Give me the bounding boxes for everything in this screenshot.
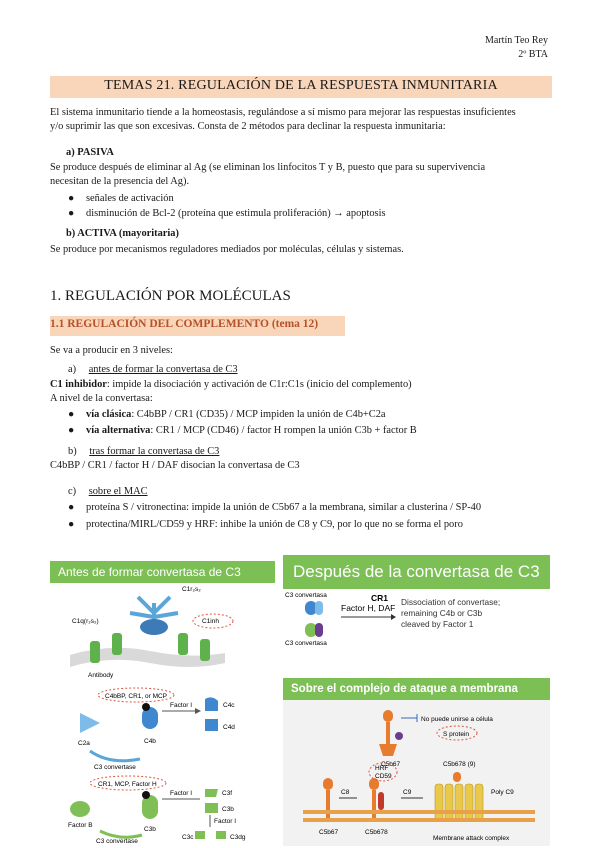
list-item-bold: vía clásica [86, 409, 132, 420]
c3-convertase-shape [90, 751, 140, 761]
label-c4b: C4b [144, 738, 156, 745]
bullet-icon: ● [68, 409, 75, 420]
list-item-text: señales de activación [86, 193, 174, 204]
s-protein-icon [395, 732, 403, 740]
section-heading: 1. REGULACIÓN POR MOLÉCULAS [50, 288, 291, 304]
mac-diagram [283, 700, 550, 846]
label-factor-i-2: Factor I [170, 790, 193, 797]
c3b-fragment-icon [205, 803, 218, 813]
label-c9: C9 [403, 789, 412, 796]
label-c4d: C4d [223, 724, 235, 731]
label-c3f: C3f [222, 790, 233, 797]
label-c1r2s2: C1r₂s₂ [182, 586, 201, 593]
levels-intro: Se va a producir en 3 niveles: [50, 345, 173, 356]
pasiva-line: necesitan de la presencia del Ag). [50, 176, 190, 187]
mac-head-icon [453, 772, 461, 782]
convertase-dissociation-diagram [283, 589, 550, 649]
list-item-text [86, 424, 417, 438]
label-c5b678-9: C5b678 (9) [443, 761, 476, 768]
label-c3-convertase-2: C3 convertase [96, 838, 138, 845]
level-title: antes de formar la convertasa de C3 [88, 364, 238, 375]
list-item-text: protectina/MIRL/CD59 y HRF: inhibe la unión de C8 y C9, por lo que no se forma el poro [86, 519, 463, 530]
label-factor-h-daf: Factor H, DAF [341, 603, 396, 613]
list-item [68, 408, 548, 422]
desc-line: Dissociation of convertase; [401, 597, 501, 607]
label-c4c: C4c [223, 702, 235, 709]
level-title: sobre el MAC [88, 486, 148, 497]
level-title: tras formar la convertasa de C3 [89, 446, 220, 457]
bullet-icon: ● [68, 425, 75, 436]
label-antibody: Antibody [88, 672, 114, 679]
list-item-text: proteína S / vitronectina: impide la unión de C5b67 a la membrana, similar a clusterina / SP-40 [86, 502, 482, 513]
label-c3dg: C3dg [230, 834, 246, 841]
label-c2a: C2a [78, 740, 90, 747]
list-item-bold: vía alternativa [86, 425, 151, 436]
complement-diagram-before [50, 583, 275, 845]
level-label: b) [68, 446, 77, 457]
intro-paragraph [50, 106, 555, 134]
pasiva-line: Se produce después de eliminar al Ag (se eliminan los linfocitos T y B, puesto que para su supervivencia [50, 162, 486, 173]
label-factor-i-3: Factor I [214, 818, 237, 825]
convertasa-intro: A nivel de la convertasa: [50, 393, 153, 404]
label-c5b67: C5b67 [381, 761, 401, 768]
c5b67-icon [323, 778, 333, 790]
c4d-icon [205, 719, 218, 731]
figure-mac [283, 678, 550, 846]
bullet-icon: ● [68, 208, 75, 219]
list-item [68, 424, 548, 438]
subsection-heading: 1.1 REGULACIÓN DEL COMPLEMENTO (tema 12) [50, 318, 319, 330]
label-s-protein: S protein [443, 731, 470, 738]
label-c3-convertase: C3 convertase [94, 764, 136, 771]
factor-b-icon [70, 801, 90, 817]
c4c-icon [205, 697, 218, 711]
c1-inhibitor-line [50, 378, 555, 392]
pasiva-text [50, 161, 555, 189]
level-a-heading [68, 363, 368, 377]
inhibitor-dot-icon [142, 791, 150, 799]
figure-before-convertase [50, 561, 275, 845]
list-item [68, 501, 548, 515]
c5b67-head-icon [383, 710, 393, 722]
c8-icon [378, 792, 384, 810]
bullet-icon: ● [68, 502, 75, 513]
c2a-icon [80, 713, 100, 733]
c1-inhibitor-desc: : impide la disociación y activación de C1r:C1s (inicio del complemento) [106, 379, 412, 390]
c4bbp-dot-icon [142, 703, 150, 711]
label-factor-b: Factor B [68, 822, 93, 829]
label-c5b67-b: C5b67 [319, 829, 339, 836]
desc-line: remaining C4b or C3b [401, 608, 483, 618]
label-c3b-2: C3b [222, 806, 234, 813]
level-c-heading [68, 485, 368, 499]
level-b-text: C4bBP / CR1 / factor H / DAF disocian la convertasa de C3 [50, 460, 300, 471]
label-c1qrs: C1q(r₂s₂) [72, 618, 99, 625]
pasiva-heading: a) PASIVA [66, 147, 114, 158]
bullet-icon: ● [68, 193, 75, 204]
label-c3b: C3b [144, 826, 156, 833]
bullet-icon: ● [68, 519, 75, 530]
c1r2s2-icon [140, 619, 168, 635]
label-c3-convertasa-2: C3 convertasa [285, 640, 327, 647]
label-c5b678: C5b678 [365, 829, 388, 836]
activa-text: Se produce por mecanismos reguladores mediados por moléculas, células y sistemas. [50, 244, 404, 255]
figure-header: Sobre el complejo de ataque a membrana [283, 678, 550, 700]
c5b67-base-icon [379, 744, 397, 756]
label-mac: Membrane attack complex [433, 835, 510, 842]
c3dg-icon [216, 831, 226, 839]
author-course: 2º BTA [518, 49, 548, 60]
arrowhead-icon [391, 614, 396, 620]
label-c3c: C3c [182, 834, 194, 841]
intro-line: y/o suprimir las que son excesivas. Consta de 2 métodos para declinar la respuesta inmunitaria: [50, 121, 446, 132]
label-c1inh: C1inh [202, 618, 219, 625]
label-poly-c9: Poly C9 [491, 789, 514, 796]
label-no-inserta: No puede unirse a célula [421, 716, 493, 723]
list-item [68, 207, 548, 221]
label-hrf: HRF [375, 765, 389, 772]
figure-after-convertase [283, 555, 550, 649]
c3f-icon [205, 789, 218, 797]
author-name: Martín Teo Rey [485, 35, 548, 46]
list-item [68, 192, 548, 206]
author-block [485, 34, 548, 62]
level-label: c) [68, 486, 77, 497]
list-item-text: disminución de Bcl-2 (proteína que estimula proliferación) → apoptosis [86, 208, 386, 219]
label-inhibitors-classic: C4bBP, CR1, or MCP [105, 693, 168, 700]
list-item-rest: : C4bBP / CR1 (CD35) / MCP impiden la unión de C4b+C2a [131, 409, 386, 420]
c3-convertase-alt-shape [100, 831, 142, 837]
level-b-heading [68, 445, 368, 459]
figure-header: Después de la convertasa de C3 [283, 555, 550, 589]
figure-header: Antes de formar convertasa de C3 [50, 561, 275, 583]
c1-inhibitor-term: C1 inhibidor [50, 379, 107, 390]
level-label: a) [68, 364, 77, 375]
label-factor-i: Factor I [170, 702, 193, 709]
page-title: TEMAS 21. REGULACIÓN DE LA RESPUESTA INMUNITARIA [104, 78, 498, 93]
label-c3-convertasa-1: C3 convertasa [285, 592, 327, 599]
c5b67-stem-icon [386, 722, 390, 744]
list-item-rest: : CR1 / MCP (CD46) / factor H rompen la unión C3b + factor B [150, 425, 417, 436]
desc-line: cleaved by Factor 1 [401, 619, 474, 629]
label-c8: C8 [341, 789, 350, 796]
label-cd59: CD59 [375, 773, 392, 780]
intro-line: El sistema inmunitario tiende a la homeostasis, regulándose a sí mismo para mejorar las respuestas insuficientes [50, 107, 516, 118]
bb-icon [315, 623, 323, 637]
c2a-icon [315, 601, 323, 615]
membrane-icon [303, 810, 535, 822]
poly-c9-pore-icon [435, 784, 483, 820]
list-item [68, 518, 548, 532]
c3c-icon [195, 831, 205, 839]
label-cr1: CR1 [371, 593, 389, 603]
activa-heading: b) ACTIVA (mayoritaria) [66, 228, 179, 239]
list-item-text [86, 408, 386, 422]
label-inhibitors-alt: CR1, MCP, Factor H [98, 781, 157, 788]
